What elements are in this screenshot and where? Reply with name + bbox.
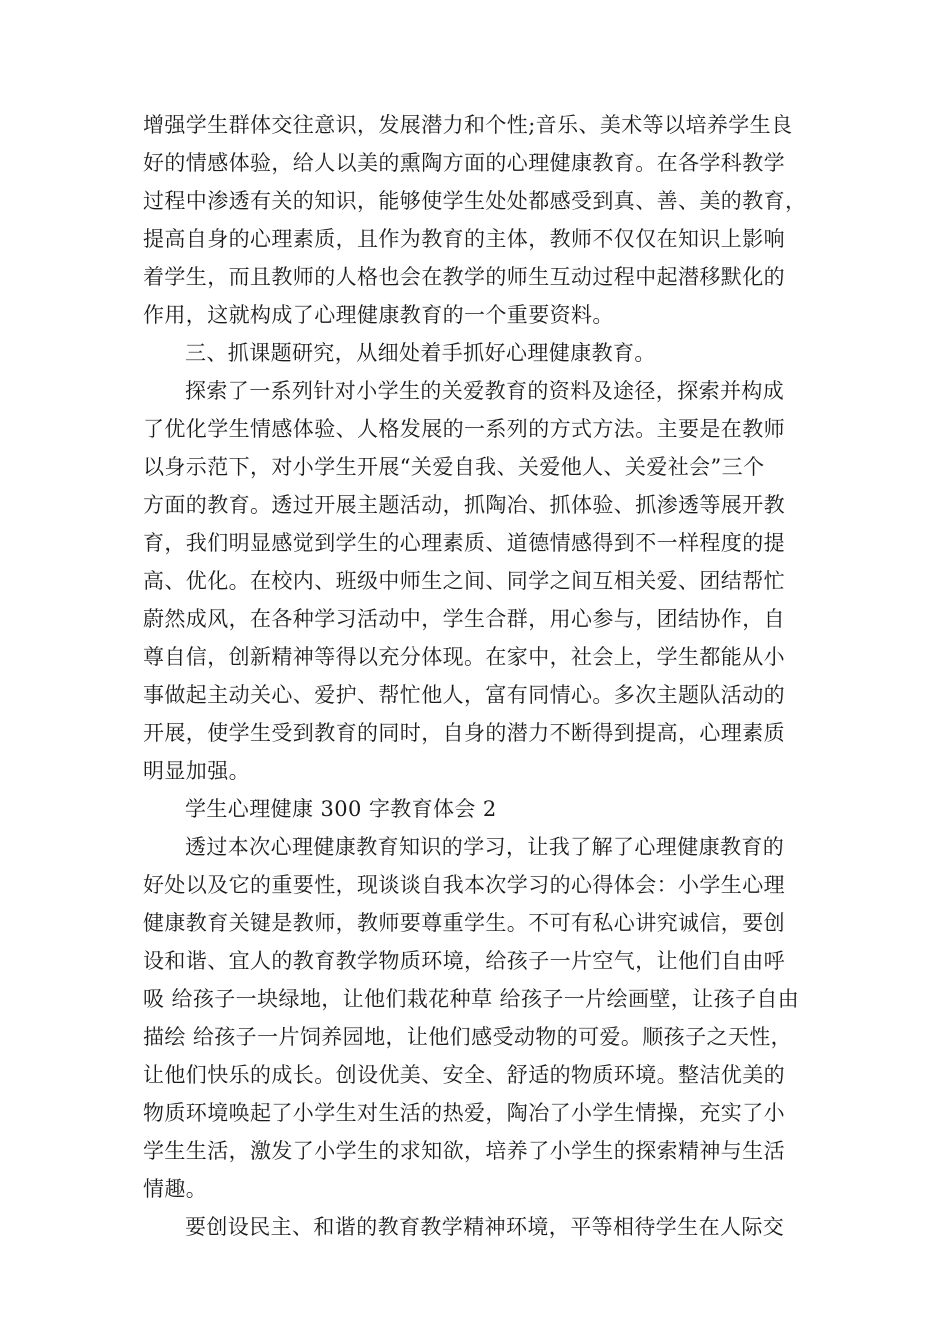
text-line: 过程中渗透有关的知识，能够使学生处处都感受到真、善、美的教育， bbox=[143, 189, 807, 213]
text-line: 情趣。 bbox=[143, 1177, 208, 1201]
text-line: 描绘 给孩子一片饲养园地，让他们感受动物的可爱。顺孩子之天性， bbox=[143, 1025, 793, 1049]
text-line: 蔚然成风，在各种学习活动中，学生合群，用心参与，团结协作，自 bbox=[143, 607, 785, 631]
text-line: 设和谐、宜人的教育教学物质环境，给孩子一片空气，让他们自由呼 bbox=[143, 949, 785, 973]
paragraph-5 bbox=[143, 828, 815, 1208]
text-line: 育，我们明显感觉到学生的心理素质、道德情感得到不一样程度的提 bbox=[143, 531, 785, 555]
text-line: 提高自身的心理素质，且作为教育的主体，教师不仅仅在知识上影响 bbox=[143, 227, 785, 251]
text-line: 物质环境唤起了小学生对生活的热爱，陶冶了小学生情操，充实了小 bbox=[143, 1101, 785, 1125]
text-line: 要创设民主、和谐的教育教学精神环境，平等相待学生在人际交 bbox=[185, 1215, 785, 1239]
text-line: 学生生活，激发了小学生的求知欲，培养了小学生的探索精神与生活 bbox=[143, 1139, 785, 1163]
section-heading-2: 学生心理健康 300 字教育体会 2 bbox=[185, 797, 497, 821]
paragraph-1 bbox=[143, 106, 815, 334]
text-line: 好的情感体验，给人以美的熏陶方面的心理健康教育。在各学科教学 bbox=[143, 151, 785, 175]
paragraph-3 bbox=[143, 372, 815, 790]
text-line: 吸 给孩子一块绿地，让他们栽花种草 给孩子一片绘画壁，让孩子自由 bbox=[143, 987, 800, 1011]
document-body bbox=[143, 106, 815, 1246]
text-line: 健康教育关键是教师，教师要尊重学生。不可有私心讲究诚信，要创 bbox=[143, 911, 785, 935]
text-line: 着学生，而且教师的人格也会在教学的师生互动过程中起潜移默化的 bbox=[143, 265, 785, 289]
text-line: 探索了一系列针对小学生的关爱教育的资料及途径，探索并构成 bbox=[185, 379, 785, 403]
text-line: 作用，这就构成了心理健康教育的一个重要资料。 bbox=[143, 303, 614, 327]
text-line: 明显加强。 bbox=[143, 759, 250, 783]
section-heading-3: 三、抓课题研究，从细处着手抓好心理健康教育。 bbox=[185, 341, 656, 365]
text-line: 事做起主动关心、爱护、帮忙他人，富有同情心。多次主题队活动的 bbox=[143, 683, 785, 707]
text-line: 开展，使学生受到教育的同时，自身的潜力不断得到提高，心理素质 bbox=[143, 721, 785, 745]
text-line: 好处以及它的重要性，现谈谈自我本次学习的心得体会：小学生心理 bbox=[143, 873, 785, 897]
text-line: 让他们快乐的成长。创设优美、安全、舒适的物质环境。整洁优美的 bbox=[143, 1063, 785, 1087]
text-line: 高、优化。在校内、班级中师生之间、同学之间互相关爱、团结帮忙 bbox=[143, 569, 785, 593]
paragraph-6 bbox=[143, 1208, 815, 1246]
text-line: 了优化学生情感体验、人格发展的一系列的方式方法。主要是在教师 bbox=[143, 417, 785, 441]
text-line: 方面的教育。透过开展主题活动，抓陶冶、抓体验、抓渗透等展开教 bbox=[143, 493, 785, 517]
text-line: 以身示范下，对小学生开展“关爱自我、关爱他人、关爱社会”三个 bbox=[143, 455, 765, 479]
text-line: 透过本次心理健康教育知识的学习，让我了解了心理健康教育的 bbox=[185, 835, 785, 859]
text-line: 增强学生群体交往意识，发展潜力和个性;音乐、美术等以培养学生良 bbox=[143, 113, 793, 137]
text-line: 尊自信，创新精神等得以充分体现。在家中，社会上，学生都能从小 bbox=[143, 645, 785, 669]
